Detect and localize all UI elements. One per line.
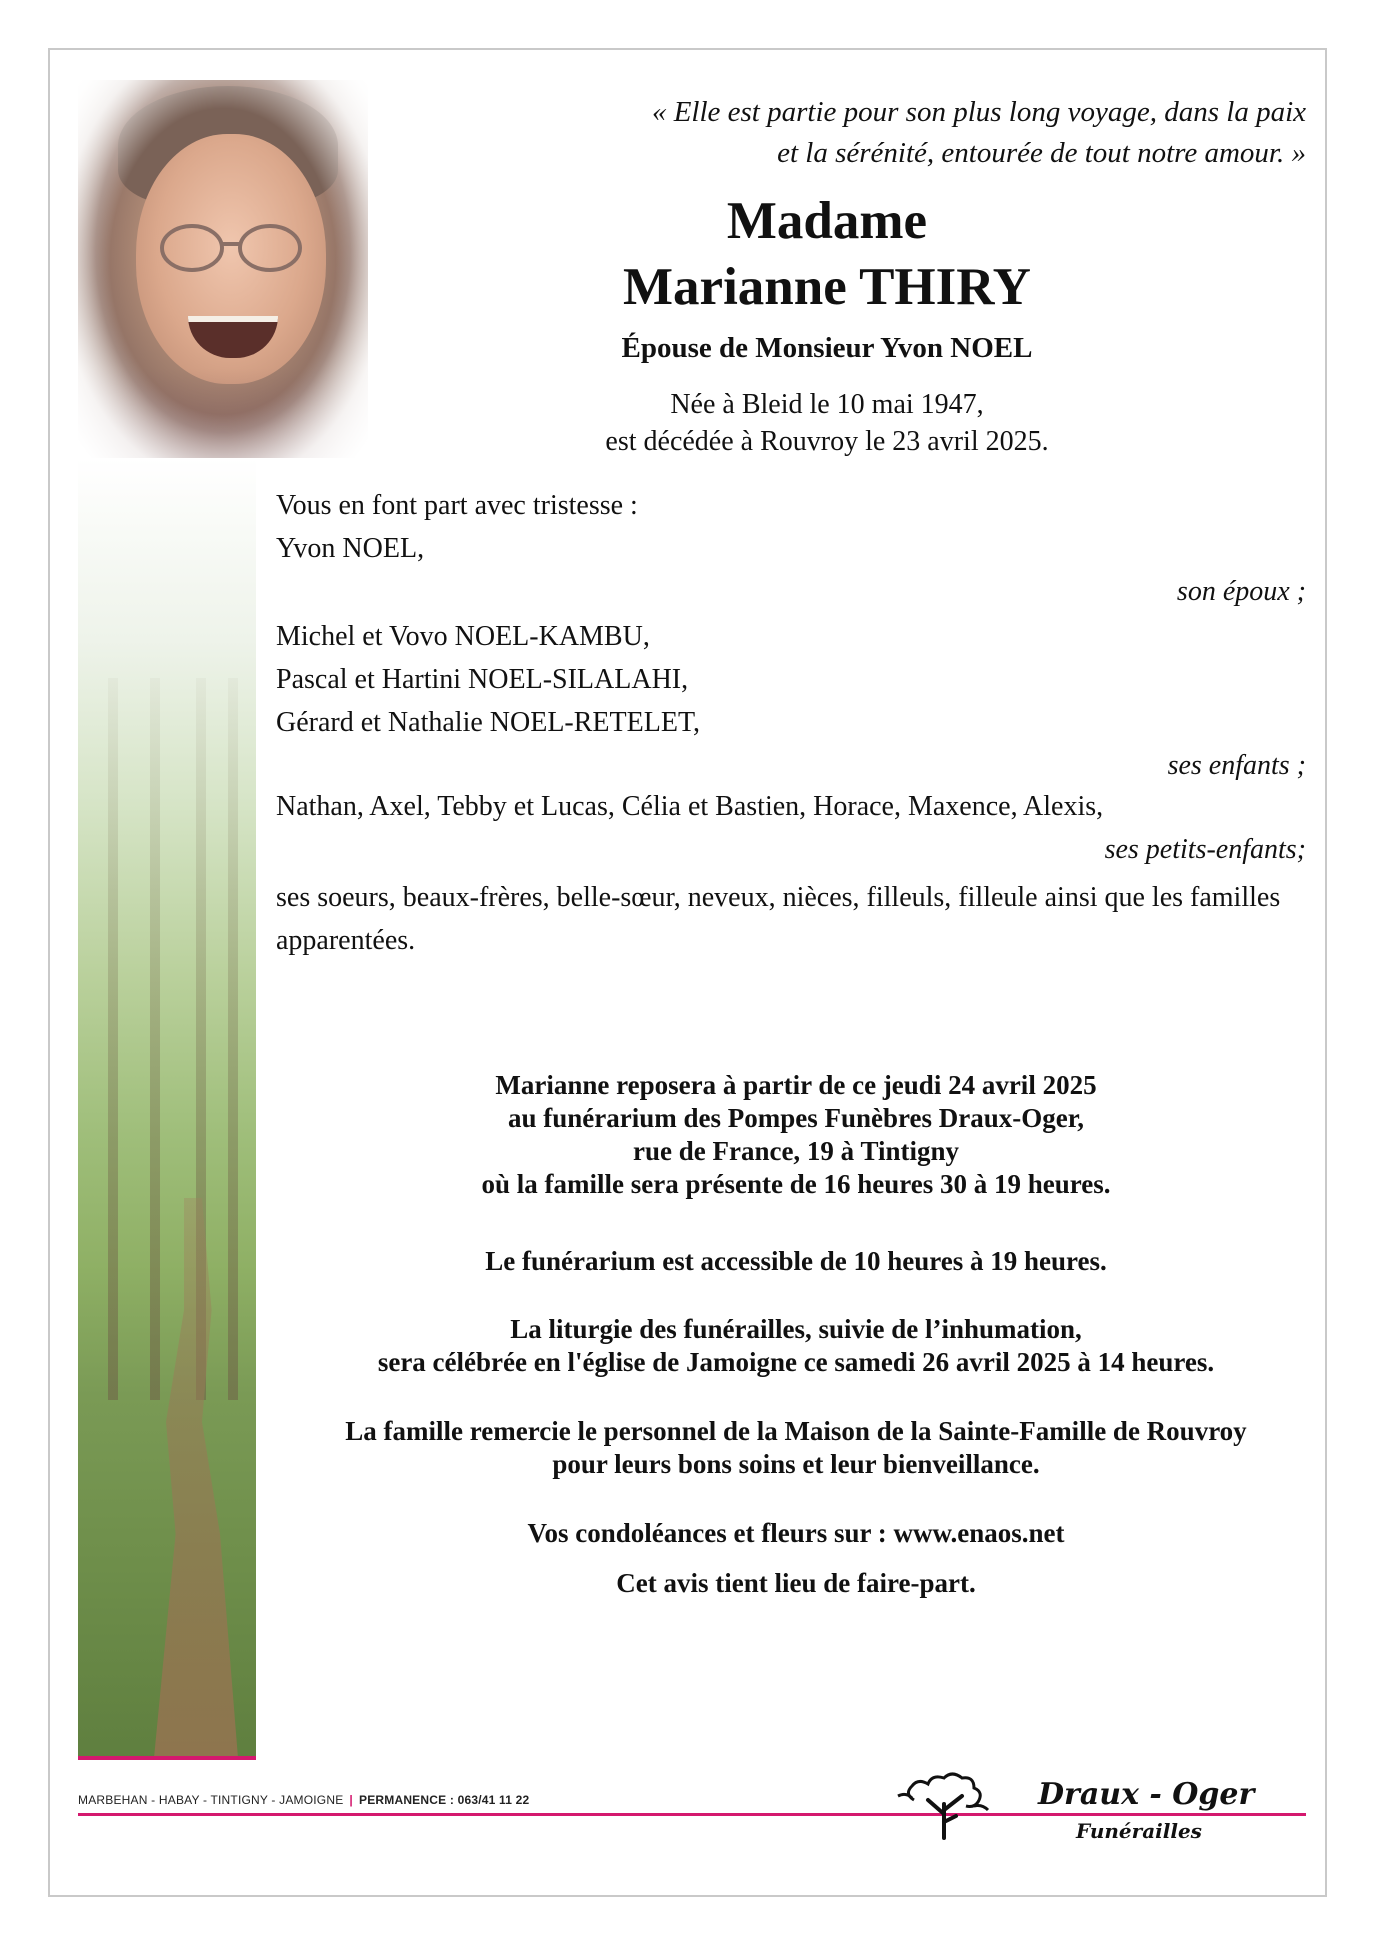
spouse-role: son époux ; — [1176, 576, 1306, 607]
grandchildren-role: ses petits-enfants; — [1104, 834, 1306, 865]
visitation-info: Marianne reposera à partir de ce jeudi 24 avril 2025 au funérarium des Pompes Funèbres Draux-Oger, rue de France, 19 à Tintigny où la famille sera présente de 16 heures 30 à 19 heures. — [481, 1070, 1111, 1199]
tree-logo-icon — [894, 1770, 994, 1840]
footer-locations: MARBEHAN - HABAY - TINTIGNY - JAMOIGNE — [78, 1793, 344, 1807]
footer-accent-line — [78, 1813, 1306, 1816]
child-line: Michel et Vovo NOEL-KAMBU, — [276, 621, 650, 652]
children-role: ses enfants ; — [1167, 750, 1306, 781]
grandchildren-line: Nathan, Axel, Tebby et Lucas, Célia et Bastien, Horace, Maxence, Alexis, — [276, 791, 1104, 822]
thanks-info: La famille remercie le personnel de la Maison de la Sainte-Famille de Rouvroy pour leurs bons soins et leur bienveillance. — [345, 1416, 1247, 1479]
funerarium-hours: Le funérarium est accessible de 10 heures à 19 heures. — [485, 1246, 1107, 1276]
tree-trunk — [150, 678, 160, 1400]
birth-death-dates: Née à Bleid le 10 mai 1947, est décédée à Rouvroy le 23 avril 2025. — [605, 389, 1049, 457]
child-line: Pascal et Hartini NOEL-SILALAHI, — [276, 664, 689, 695]
honorific: Madame — [726, 192, 928, 250]
brand-subtitle: Funérailles — [1076, 1819, 1202, 1843]
forest-path-image — [78, 458, 256, 1760]
notice-line: Cet avis tient lieu de faire-part. — [616, 1568, 976, 1598]
footer-contact — [78, 1793, 529, 1807]
child-line: Gérard et Nathalie NOEL-RETELET, — [276, 707, 700, 738]
brand-name: Draux - Oger — [1038, 1777, 1255, 1812]
deceased-name: Marianne THIRY — [623, 258, 1031, 316]
footer-separator: | — [349, 1793, 353, 1807]
accent-bar — [78, 1756, 256, 1760]
footer-permanence: PERMANENCE : 063/41 11 22 — [358, 1793, 530, 1807]
spouse-name: Yvon NOEL, — [276, 533, 425, 564]
tree-trunk — [108, 678, 118, 1400]
liturgy-info: La liturgie des funérailles, suivie de l’inhumation, sera célébrée en l'église de Jamoigne ce samedi 26 avril 2025 à 14 heures. — [377, 1314, 1215, 1377]
epigraph-quote: « Elle est partie pour son plus long voyage, dans la paix et la sérénité, entourée de tout notre amour. » — [651, 96, 1306, 169]
forest-trail — [118, 1198, 238, 1758]
spouse-line: Épouse de Monsieur Yvon NOEL — [621, 332, 1033, 364]
announcement-intro: Vous en font part avec tristesse : — [276, 490, 638, 521]
portrait-vignette — [78, 80, 368, 458]
condolences-link: Vos condoléances et fleurs sur : www.enaos.net — [527, 1518, 1065, 1548]
other-relatives: ses soeurs, beaux-frères, belle-sœur, neveux, nièces, filleuls, filleule ainsi que les familles apparentées. — [276, 882, 1281, 956]
tree-trunk — [228, 678, 238, 1400]
portrait-photo — [78, 80, 368, 458]
